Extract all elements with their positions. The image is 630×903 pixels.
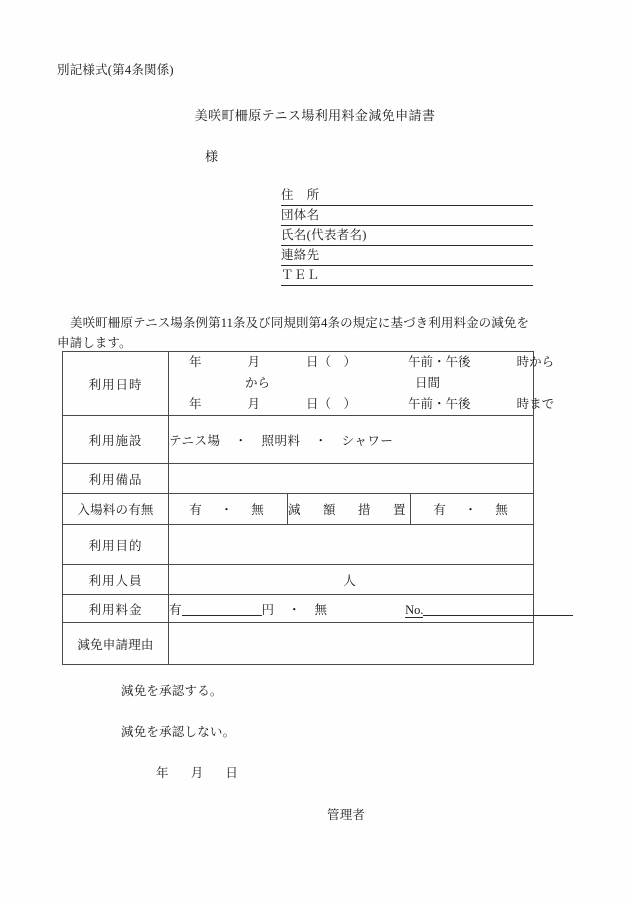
row-label-datetime: 利用日時 [63, 352, 169, 416]
datetime-days-label: 日間 [415, 376, 441, 390]
table-row-datetime [63, 352, 534, 416]
table-row-reason [63, 623, 534, 665]
table-row-facility [63, 416, 534, 464]
table-row-people [63, 565, 534, 595]
datetime-end-time: 時まで [516, 397, 555, 411]
approval-date-month: 月 [190, 766, 204, 780]
row-value-datetime[interactable] [169, 352, 555, 416]
row-value-people[interactable]: 人 [169, 565, 534, 595]
row-label-purpose: 利用目的 [63, 525, 169, 565]
fee-has-label: 有 [169, 602, 182, 617]
manager-signature-label: 管理者 [327, 808, 366, 822]
row-label-fee: 利用料金 [63, 595, 169, 623]
datetime-end-year: 年 [189, 397, 202, 411]
applicant-field-name[interactable]: 氏名(代表者名) [281, 226, 533, 246]
receipt-no-input[interactable] [423, 601, 573, 616]
approval-approve-option[interactable]: 減免を承認する。 [121, 684, 223, 698]
datetime-start-line [169, 352, 555, 373]
intro-paragraph: 美咲町柵原テニス場条例第11条及び同規則第4条の規定に基づき利用料金の減免を申請します。 [57, 316, 530, 350]
datetime-start-time: 時から [516, 355, 555, 369]
approval-deny-option[interactable]: 減免を承認しない。 [121, 725, 236, 739]
datetime-start-day: 日（ ） [306, 355, 357, 369]
table-row-equipment [63, 464, 534, 494]
fee-unit-label: 円 [261, 602, 275, 617]
approval-date-line[interactable] [156, 763, 238, 781]
row-value-reason[interactable] [169, 623, 534, 665]
row-value-facility[interactable] [169, 416, 534, 464]
reduction-measure-label: 減 額 措 置 [288, 494, 411, 525]
datetime-start-year: 年 [189, 355, 202, 369]
row-label-reason: 減免申請理由 [63, 623, 169, 665]
datetime-start-month: 月 [247, 355, 261, 369]
datetime-end-ampm: 午前・午後 [408, 397, 471, 411]
fee-separator: ・ [288, 602, 301, 617]
row-label-people: 利用人員 [63, 565, 169, 595]
approval-date-day: 日 [225, 766, 239, 780]
datetime-end-day: 日（ ） [306, 397, 357, 411]
application-table [62, 351, 555, 665]
applicant-field-organization[interactable]: 団体名 [281, 206, 533, 226]
row-label-facility: 利用施設 [63, 416, 169, 464]
datetime-start-ampm: 午前・午後 [408, 355, 471, 369]
applicant-field-tel[interactable]: ＴＥＬ [281, 266, 533, 286]
fee-none-label[interactable]: 無 [314, 602, 328, 617]
table-row-purpose [63, 525, 534, 565]
datetime-end-line [169, 394, 555, 415]
receipt-no-label: No. [405, 602, 424, 617]
addressee-label: 様 [205, 149, 219, 164]
facility-option-lighting[interactable]: 照明料 [261, 433, 301, 448]
row-value-fee[interactable] [169, 595, 534, 623]
approval-date-year: 年 [156, 766, 169, 780]
form-code-label: 別記様式(第4条関係) [57, 63, 174, 77]
fee-amount-input[interactable] [182, 601, 262, 616]
datetime-end-month: 月 [247, 397, 261, 411]
table-row-admission [63, 494, 534, 525]
row-label-admission: 入場料の有無 [63, 494, 169, 525]
applicant-info-block [281, 186, 533, 286]
datetime-from-label: から [245, 376, 271, 390]
datetime-middle-line [169, 373, 533, 394]
reduction-measure-value[interactable]: 有 ・ 無 [411, 494, 534, 525]
facility-separator-2: ・ [314, 433, 328, 448]
applicant-field-contact[interactable]: 連絡先 [281, 246, 533, 266]
table-row-fee [63, 595, 534, 623]
admission-value[interactable]: 有 ・ 無 [169, 494, 288, 525]
row-value-purpose[interactable] [169, 525, 534, 565]
facility-separator-1: ・ [234, 433, 248, 448]
row-label-equipment: 利用備品 [63, 464, 169, 494]
facility-options [169, 434, 393, 448]
facility-option-shower[interactable]: シャワー [341, 433, 394, 448]
page-title: 美咲町柵原テニス場利用料金減免申請書 [194, 108, 436, 123]
row-value-equipment[interactable] [169, 464, 534, 494]
facility-option-court[interactable]: テニス場 [169, 433, 221, 448]
applicant-field-address[interactable]: 住 所 [281, 186, 533, 206]
